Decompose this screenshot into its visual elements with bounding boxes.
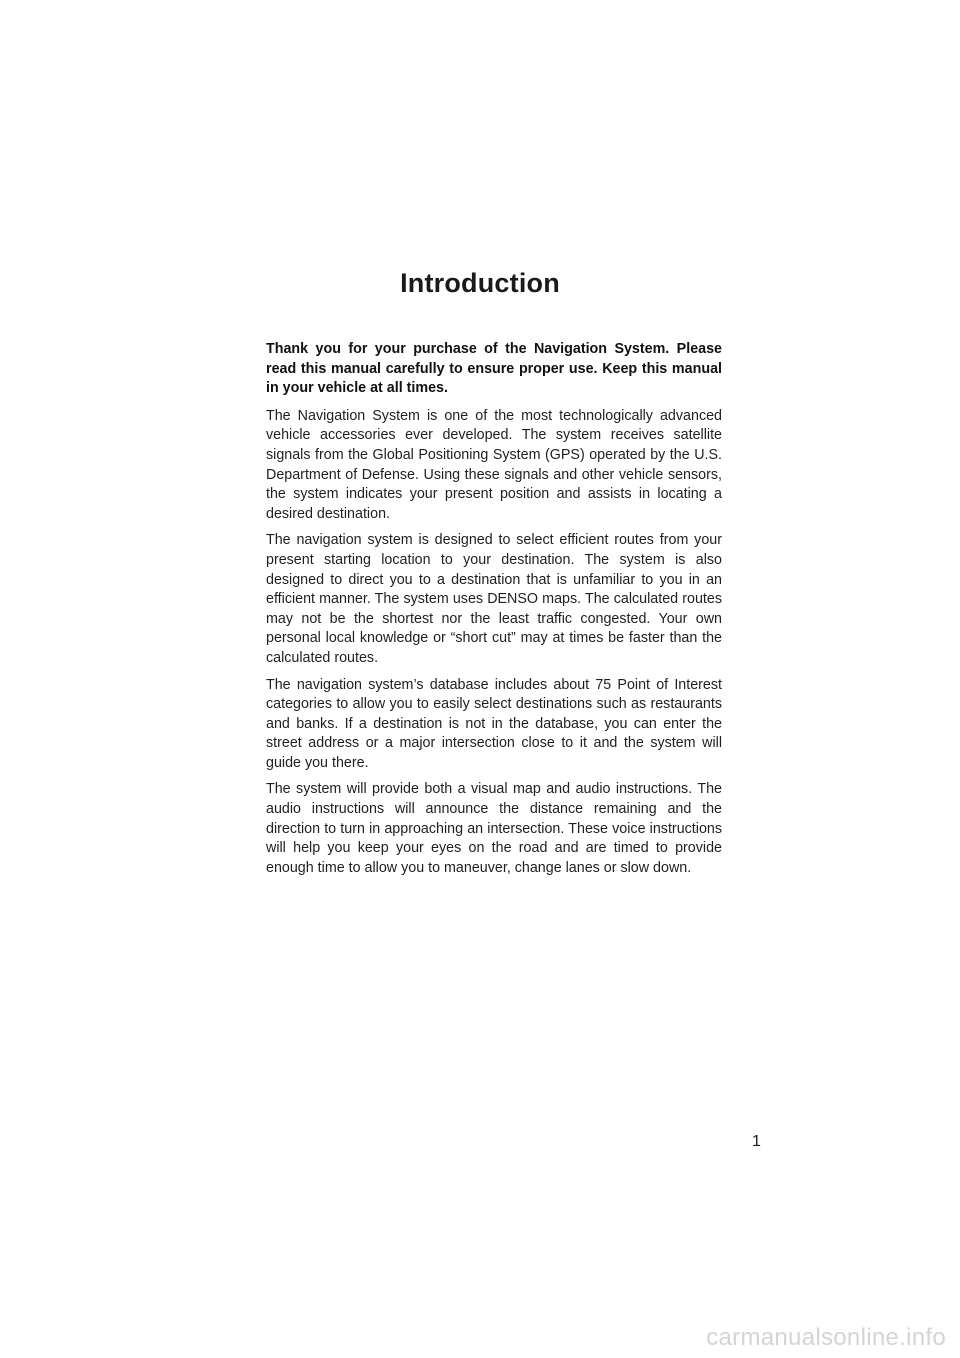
paragraph-database: The navigation system’s database includes about 75 Point of Interest categories to allow you to easily select destinations such as restaurants and banks. If a destination is not in the database, you can enter the street address or a major intersection close to it and the system will guide you there. — [266, 676, 722, 771]
body-text — [266, 340, 722, 885]
paragraph-routes: The navigation system is designed to select efficient routes from your present starting location to your destination. The system is also designed to direct you to a destination that is unfamiliar to you in an efficient manner. The system uses DENSO maps. The calculated routes may not be the shortest nor the least traffic congested. Your own personal local knowledge or “short cut” may at times be faster than the calculated routes. — [266, 532, 722, 666]
page-title: Introduction — [400, 268, 560, 298]
page-number: 1 — [752, 1133, 761, 1150]
intro-paragraph: Thank you for your purchase of the Navigation System. Please read this manual carefully to ensure proper use. Keep this manual in your vehicle at all times. — [266, 341, 722, 397]
paragraph-instructions: The system will provide both a visual map and audio instructions. The audio instructions will announce the distance remaining and the direction to turn in approaching an intersection. These voice instructions will help you keep your eyes on the road and are timed to provide enough time to allow you to maneuver, change lanes or slow down. — [266, 781, 722, 876]
watermark: carmanualsonline.info — [706, 1324, 946, 1351]
paragraph-system-overview: The Navigation System is one of the most technologically advanced vehicle accessories ever developed. The system receives satellite signals from the Global Positioning System (GPS) operated by the U.S. Department of Defense. Using these signals and other vehicle sensors, the system indicates your present position and assists in locating a desired destination. — [266, 407, 722, 522]
